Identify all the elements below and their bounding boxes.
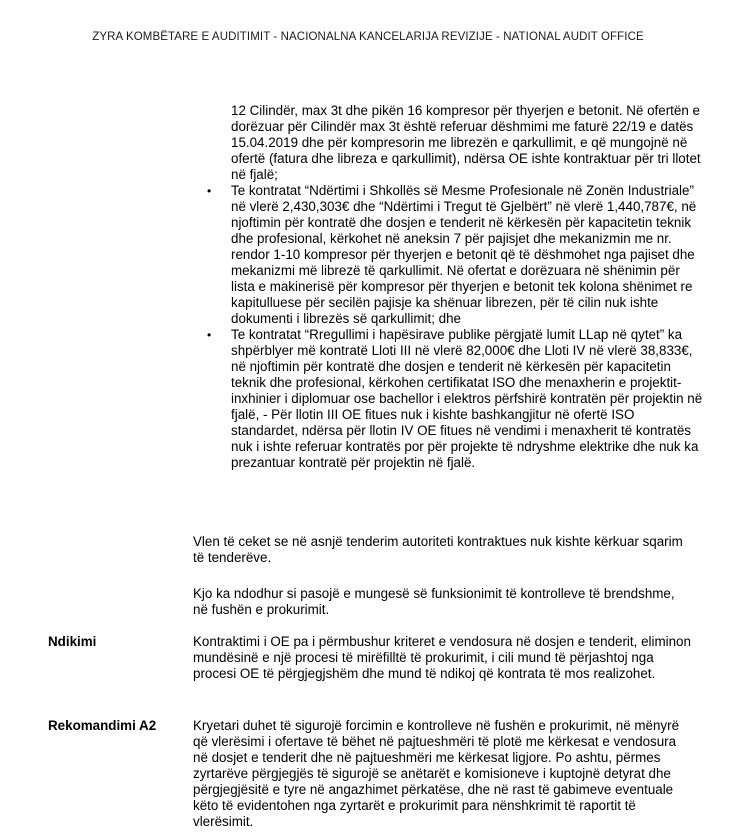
bullet-item-rregullimi [205, 327, 705, 471]
continuation-paragraph: 12 Cilindër, max 3t dhe pikën 16 kompresor për thyerjen e betonit. Në ofertën e dorëzuar për Cilindër max 3t është referuar dëshmimi me faturë 22/19 e datës 15.04.2019 dhe për kompresorin me librezën e qarkullimit, e që mungojnë në ofertë (fatura dhe libreza e qarkullimit), ndërsa OE ishte kontraktuar për tri llotet në fjalë; [231, 103, 701, 182]
bullet-icon: • [207, 328, 212, 342]
bullet-text: Te kontratat “Ndërtimi i Shkollës së Mesme Profesionale në Zonën Industriale” në vlerë 2,430,303€ dhe “Ndërtimi i Tregut të Gjelbërt” në vlerë 1,440,787€, në njoftimin për kontratë dhe dosjen e tenderit në kërkesën për kapacitetin teknik dhe profesional, kërkohet në aneksin 7 për pajisjet dhe mekanizmin me nr. rendor 1-10 kompresor për thyerjen e betonit që të dëshmohet nga pajiset dhe mekanizmi më librezë të qarkullimit. Në ofertat e dorëzuara në shënimin për lista e makinerisë për kompresor për thyerjen e betonit tek kolona shënimet re kapitulluese për secilën pajisje ka shënuar librezen, për të cilin nuk ishte dokumenti i librezës së qarkullimit; dhe [231, 183, 697, 326]
bullet-icon: • [207, 184, 212, 198]
ndikimi-label: Ndikimi [48, 634, 97, 649]
bullet-list [205, 183, 705, 471]
bullet-item-shkolla [205, 183, 705, 327]
paragraph-sqarim: Vlen të ceket se në asnjë tenderim autoriteti kontraktues nuk kishte kërkuar sqarim të tenderëve. [193, 534, 683, 565]
bullet-text: Te kontratat “Rregullimi i hapësirave publike përgjatë lumit LLap në qytet” ka shpërblyer më kontratë Lloti III në vlerë 82,000€ dhe Lloti IV në vlerë 38,833€, në njoftimin për kontratë dhe dosjen e tenderit në kërkesën për kapacitetin teknik dhe profesional, kërkohen certifikatat ISO dhe menaxherin e projektit- inxhinier i diplomuar ose bachellor i elektros përfshirë kontratën për projektin në fjalë, - Për llotin III OE fitues nuk i kishte bashkangjitur në ofertë ISO standardet, ndërsa për llotin IV OE fitues në vendimi i menaxherit të kontratës nuk i ishte referuar kontratës por për projekte të ndryshme elektrike dhe nuk ka prezantuar kontratë për projektin në fjalë. [231, 327, 703, 470]
rekomandimi-label: Rekomandimi A2 [48, 718, 157, 733]
paragraph-pasoje: Kjo ka ndodhur si pasojë e mungesë së funksionimit të kontrolleve të brendshme, në fushën e prokurimit. [193, 586, 675, 617]
ndikimi-text: Kontraktimi i OE pa i përmbushur kriteret e vendosura në dosjen e tenderit, eliminon mundësinë e një procesi të mirëfilltë të prokurimit, i cili mund të përjashtoj nga procesi OE të përgjegjshëm dhe mund të ndikoj që kontrata të mos realizohet. [193, 634, 691, 681]
rekomandimi-text: Kryetari duhet të sigurojë forcimin e kontrolleve në fushën e prokurimit, në mënyrë që vlerësimi i ofertave të bëhet në pajtueshmëri të plotë me kërkesat e vendosura në dosjet e tenderit dhe në pajtueshmëri me kërkesat ligjore. Po ashtu, përmes zyrtarëve përgjegjës të sigurojë se anëtarët e komisioneve i kuptojnë detyrat dhe përgjegjësitë e tyre në angazhimet përkatëse, dhe në rast të gabimeve eventuale këto të evidentohen nga zyrtarët e prokurimit para nënshkrimit të raportit të vlerësimit. [193, 718, 680, 829]
page-header: ZYRA KOMBËTARE E AUDITIMIT - NACIONALNA KANCELARIJA REVIZIJE - NATIONAL AUDIT OFFICE [92, 31, 644, 43]
